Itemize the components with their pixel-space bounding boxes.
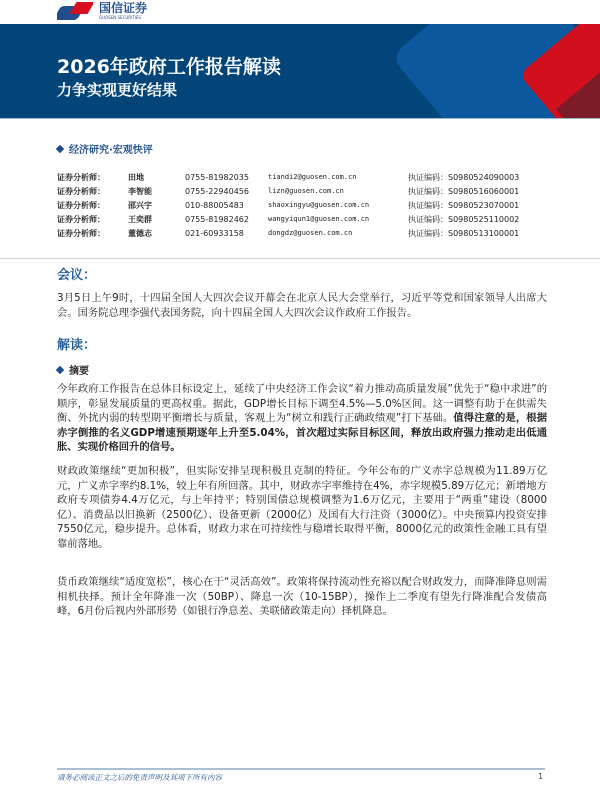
analyst-role: 证券分析师： — [57, 186, 105, 196]
summary-label: 摘要 — [69, 366, 89, 377]
analyst-license: 执证编码：S0980523070001 — [408, 200, 520, 210]
p1-bold-text: 值得注意的是，根据赤字倒推的名义GDP增速预期逐年上升至5.04%，首次超过实际目标区间，释放出政府强力推动走出低通胀、实现价格回升的信号。 — [57, 412, 547, 454]
analyst-row — [57, 226, 519, 240]
analyst-phone: 0755-81982035 — [185, 172, 249, 182]
analysis-heading: 解读： — [57, 338, 97, 353]
analysis-paragraph-3: 货币政策继续“适度宽松”，核心在于“灵活高效”。政策将保持流动性充裕以配合财政发力，而降准降息则需相机抉择。预计全年降准一次（50BP）、降息一次（10-15BP），操作上二季度有望先行降准配合发债高峰，6月份后视内外部形势（如银行净息差、美联储政策走向）择机降息。 — [57, 576, 547, 618]
diamond-bullet-icon — [56, 145, 64, 153]
analyst-license: 执证编码：S0980516060001 — [408, 186, 520, 196]
analyst-list — [57, 170, 519, 240]
analyst-license: 执证编码：S0980513100001 — [408, 228, 520, 238]
analyst-role: 证券分析师： — [57, 172, 105, 182]
footer-disclaimer: 请务必阅读正文之后的免责声明及其项下所有内容 — [57, 773, 222, 782]
analyst-email[interactable]: shaoxingyu@guosen.com.cn — [268, 201, 370, 209]
analyst-phone: 0755-81982462 — [185, 214, 249, 224]
analyst-phone: 0755-22940456 — [185, 186, 249, 196]
analyst-license: 执证编码：S0980525110002 — [408, 214, 520, 224]
analyst-role: 证券分析师： — [57, 228, 105, 238]
analyst-row — [57, 170, 519, 184]
analyst-name: 田地 — [128, 172, 144, 182]
logo-mark-icon — [57, 2, 93, 20]
analyst-name: 李智能 — [128, 186, 152, 196]
company-logo — [57, 0, 147, 20]
section-tag-label: 经济研究·宏观快评 — [69, 145, 153, 156]
analyst-row — [57, 184, 519, 198]
analyst-email[interactable]: wangyiqun1@guosen.com.cn — [268, 215, 370, 223]
analyst-row — [57, 212, 519, 226]
analyst-email[interactable]: tiandi2@guosen.com.cn — [268, 173, 357, 181]
analyst-name: 邵兴宇 — [128, 200, 152, 210]
analyst-email[interactable]: lizn@guosen.com.cn — [268, 187, 344, 195]
section-tag — [57, 141, 153, 156]
meeting-paragraph: 3月5日上午9时，十四届全国人大四次会议开幕会在北京人民大会堂举行，习近平等党和国家领导人出席大会。国务院总理李强代表国务院，向十四届全国人大四次会议作政府工作报告。 — [57, 292, 547, 319]
analyst-phone: 010-88005483 — [185, 200, 244, 210]
page-number: 1 — [538, 772, 544, 781]
analyst-role: 证券分析师： — [57, 214, 105, 224]
analyst-name: 王奕群 — [128, 214, 152, 224]
p1-text: 今年政府工作报告在总体目标设定上，延续了中央经济工作会议“着力推动高质量发展”优先于“稳中求进”的顺序，彰显发展质量的更高权重。据此，GDP增长目标下调至4.5%—5.0%区间。这一调整有助于在供需失衡、外扰内弱的转型期平衡增长与质量，客观上为“树立和践行正确政绩观”打下基础。 — [57, 383, 547, 425]
footer-divider — [57, 768, 545, 770]
analyst-row — [57, 198, 519, 212]
diamond-bullet-icon — [56, 366, 64, 374]
analysis-paragraph-2: 财政政策继续“更加积极”，但实际安排呈现积极且克制的特征。今年公布的广义赤字总规模为11.89万亿元，广义赤字率约8.1%，较上年有所回落。其中，财政赤字率维持在4%，赤字规模5.89万亿元；新增地方政府专项债券4.4万亿元，与上年持平；特别国债总规模调整为1.6万亿元，主要用于“两重”建设（8000亿）、消费品以旧换新（2500亿）、设备更新（2000亿）及国有大行注资（3000亿）。中央预算内投资安排7550亿元，稳步提升。总体看，财政力求在可持续性与稳增长取得平衡，8000亿元的政策性金融工具有望靠前落地。 — [57, 465, 547, 550]
report-title: 2026年政府工作报告解读 — [57, 56, 281, 78]
title-banner — [0, 24, 600, 119]
logo-en: GUOSEN SECURITIES — [99, 15, 141, 20]
divider — [0, 258, 600, 259]
analyst-role: 证券分析师： — [57, 200, 105, 210]
report-subtitle: 力争实现更好结果 — [57, 81, 178, 99]
summary-subheading — [57, 362, 89, 377]
analysis-paragraph-1 — [57, 382, 547, 455]
analyst-name: 董德志 — [128, 228, 152, 238]
analyst-license: 执证编码：S0980524090003 — [408, 172, 520, 182]
analyst-phone: 021-60933158 — [185, 228, 244, 238]
analyst-email[interactable]: dongdz@guosen.com.cn — [268, 229, 353, 237]
meeting-heading: 会议： — [57, 268, 97, 283]
logo-cn: 国信证券 — [99, 1, 148, 15]
